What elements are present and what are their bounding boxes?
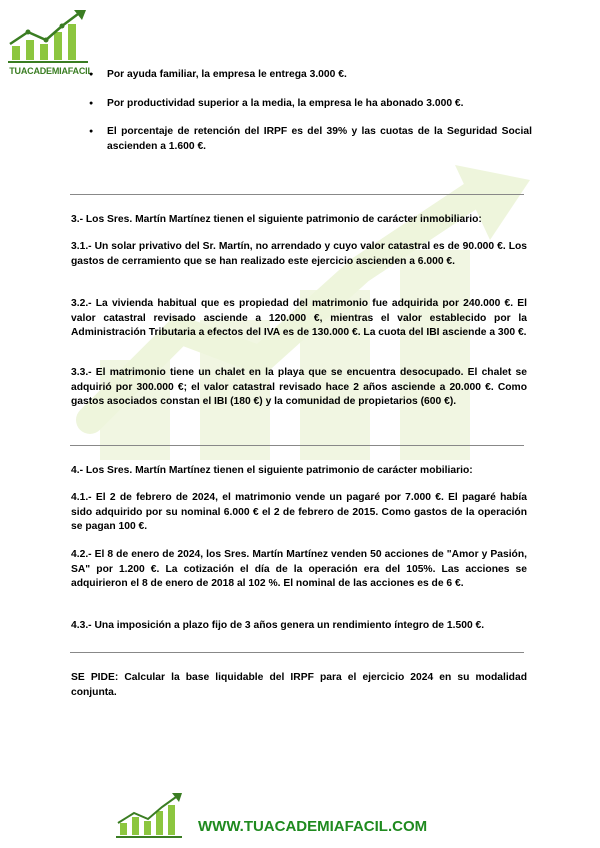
- section3-paragraph-2: 3.2.- La vivienda habitual que es propiedad del matrimonio fue adquirida por 240.000 €. El valor catastral revisado asciende a 120.000 €, mientras el valor establecido por la Administración Tributaria a efectos del IVA es de 130.000 €. La cuota del IBI asciende a 300 €.: [71, 298, 527, 338]
- bullet-item-productivity: ● Por productividad superior a la media, la empresa le ha abonado 3.000 €.: [82, 97, 532, 112]
- section3-paragraph-3: 3.3.- El matrimonio tiene un chalet en la playa que se encuentra desocupado. El chalet se adquirió por 300.000 €; el valor catastral revisado hace 2 años asciende a 20.000 €. Como gastos asociados constan el IBI (180 €) y la comunidad de propietarios (600 €).: [71, 367, 527, 407]
- header-logo: [6, 8, 94, 78]
- task-statement: SE PIDE: Calcular la base liquidable del IRPF para el ejercicio 2024 en su modalidad conjunta.: [71, 672, 527, 698]
- section4-heading: 4.- Los Sres. Martín Martínez tienen el siguiente patrimonio de carácter mobiliario:: [71, 465, 473, 476]
- separator-line: [70, 194, 524, 195]
- footer-url-link[interactable]: WWW.TUACADEMIAFACIL.COM: [198, 818, 428, 835]
- footer-logo-icon: [114, 793, 186, 841]
- separator-line: [70, 652, 524, 653]
- separator-line: [70, 445, 524, 446]
- section3-heading: 3.- Los Sres. Martín Martínez tienen el siguiente patrimonio de carácter inmobiliario:: [71, 214, 482, 225]
- section3-paragraph-1: 3.1.- Un solar privativo del Sr. Martín, no arrendado y cuyo valor catastral es de 90.000 €. Los gastos de cerramiento que se han realizado este ejercicio ascienden a 6.000 €.: [71, 241, 527, 267]
- bullet-list: [82, 68, 532, 168]
- section4-paragraph-1: 4.1.- El 2 de febrero de 2024, el matrimonio vende un pagaré por 7.000 €. El pagaré había sido adquirido por su nominal 6.000 € el 2 de febrero de 2015. Como gastos de la operación se pagan 100 €.: [71, 492, 527, 532]
- section4-paragraph-3: 4.3.- Una imposición a plazo fijo de 3 años genera un rendimiento íntegro de 1.500 €.: [71, 620, 485, 631]
- growth-chart-icon: [6, 8, 94, 66]
- section4-paragraph-2: 4.2.- El 8 de enero de 2024, los Sres. Martín Martínez venden 50 acciones de "Amor y Pasión, SA" por 1.200 €. La cotización el día de la operación era del 105%. Las acciones se adquirieron el 8 de enero de 2018 al 102 %. El nominal de las acciones es de 6 €.: [71, 549, 527, 589]
- bullet-item-irpf-retention: ● El porcentaje de retención del IRPF es del 39% y las cuotas de la Seguridad Social ascienden a 1.600 €.: [82, 125, 532, 154]
- bullet-item-family-aid: ● Por ayuda familiar, la empresa le entrega 3.000 €.: [82, 68, 532, 83]
- logo-text: TUACADEMIAFACIL: [9, 66, 93, 76]
